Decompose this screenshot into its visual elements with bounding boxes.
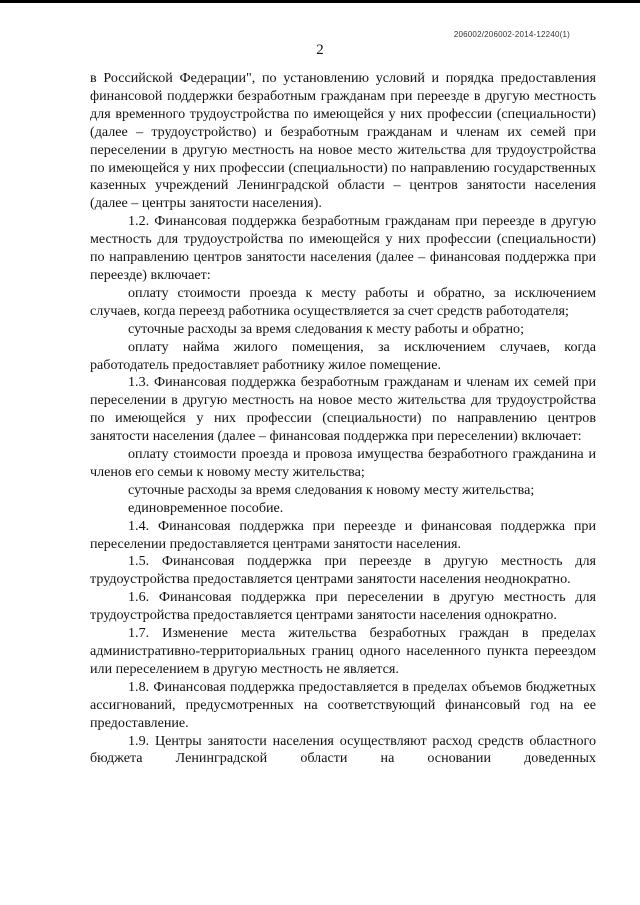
paragraph-1-5: 1.5. Финансовая поддержка при переезде в другую местность для трудоустройства предоставляется центрами занятости населения неоднократно. xyxy=(90,553,596,588)
paragraph-1-7: 1.7. Изменение места жительства безработных граждан в пределах административно-территориальных границ одного населенного пункта переездом или переселением в другую местность не является. xyxy=(90,625,596,677)
paragraph-daily-expenses: суточные расходы за время следования к месту работы и обратно; xyxy=(128,320,525,337)
paragraph-relocation-daily: суточные расходы за время следования к новому месту жительства; xyxy=(128,481,535,498)
paragraph-travel-cost: оплату стоимости проезда к месту работы и обратно, за исключением случаев, когда переезд работника осуществляется за счет средств работодателя; xyxy=(90,284,596,319)
paragraph-1-9: 1.9. Центры занятости населения осуществляют расход средств областного бюджета Ленинградской области на основании доведенных xyxy=(90,732,596,767)
paragraph-1-4: 1.4. Финансовая поддержка при переезде и финансовая поддержка при переселении предоставляется центрами занятости населения. xyxy=(90,517,596,552)
top-border-line xyxy=(0,0,640,3)
paragraph-1-2: 1.2. Финансовая поддержка безработным гражданам при переезде в другую местность для трудоустройства по имеющейся у них профессии (специальности) по направлению центров занятости населения (далее – финансовая поддержка при переезде) включает: xyxy=(90,213,596,283)
paragraph-1-6: 1.6. Финансовая поддержка при переселении в другую местность для трудоустройства предоставляется центрами занятости населения однократно. xyxy=(90,589,596,624)
paragraph-housing-rent: оплату найма жилого помещения, за исключением случаев, когда работодатель предоставляет работнику жилое помещение. xyxy=(90,338,596,373)
document-body xyxy=(90,70,596,768)
paragraph-lump-sum: единовременное пособие. xyxy=(128,499,284,516)
paragraph-intro: в Российской Федерации", по установлению условий и порядка предоставления финансовой поддержки безработным гражданам при переезде в другую местность для временного трудоустройства по имеющейся у них профессии (специальности) (далее – трудоустройство) и безработным гражданам и членам их семей при переселении в другую местность на новое место жительства для трудоустройства по имеющейся у них профессии (специальности) по направлению государственных казенных учреждений Ленинградской области – центров занятости населения (далее – центры занятости населения). xyxy=(90,70,596,212)
paragraph-relocation-cost: оплату стоимости проезда и провоза имущества безработного гражданина и членов его семьи к новому месту жительства; xyxy=(90,446,596,480)
page-number: 2 xyxy=(316,42,324,58)
paragraph-1-3: 1.3. Финансовая поддержка безработным гражданам и членам их семей при переселении в другую местность на новое место жительства для трудоустройства по имеющейся у них профессии (специальности) по направлению центров занятости населения (далее – финансовая поддержка при переселении) включает: xyxy=(90,374,596,445)
document-id: 206002/206002-2014-12240(1) xyxy=(453,30,570,39)
paragraph-1-8: 1.8. Финансовая поддержка предоставляется в пределах объемов бюджетных ассигнований, предусмотренных на соответствующий финансовый год на ее предоставление. xyxy=(90,678,596,731)
